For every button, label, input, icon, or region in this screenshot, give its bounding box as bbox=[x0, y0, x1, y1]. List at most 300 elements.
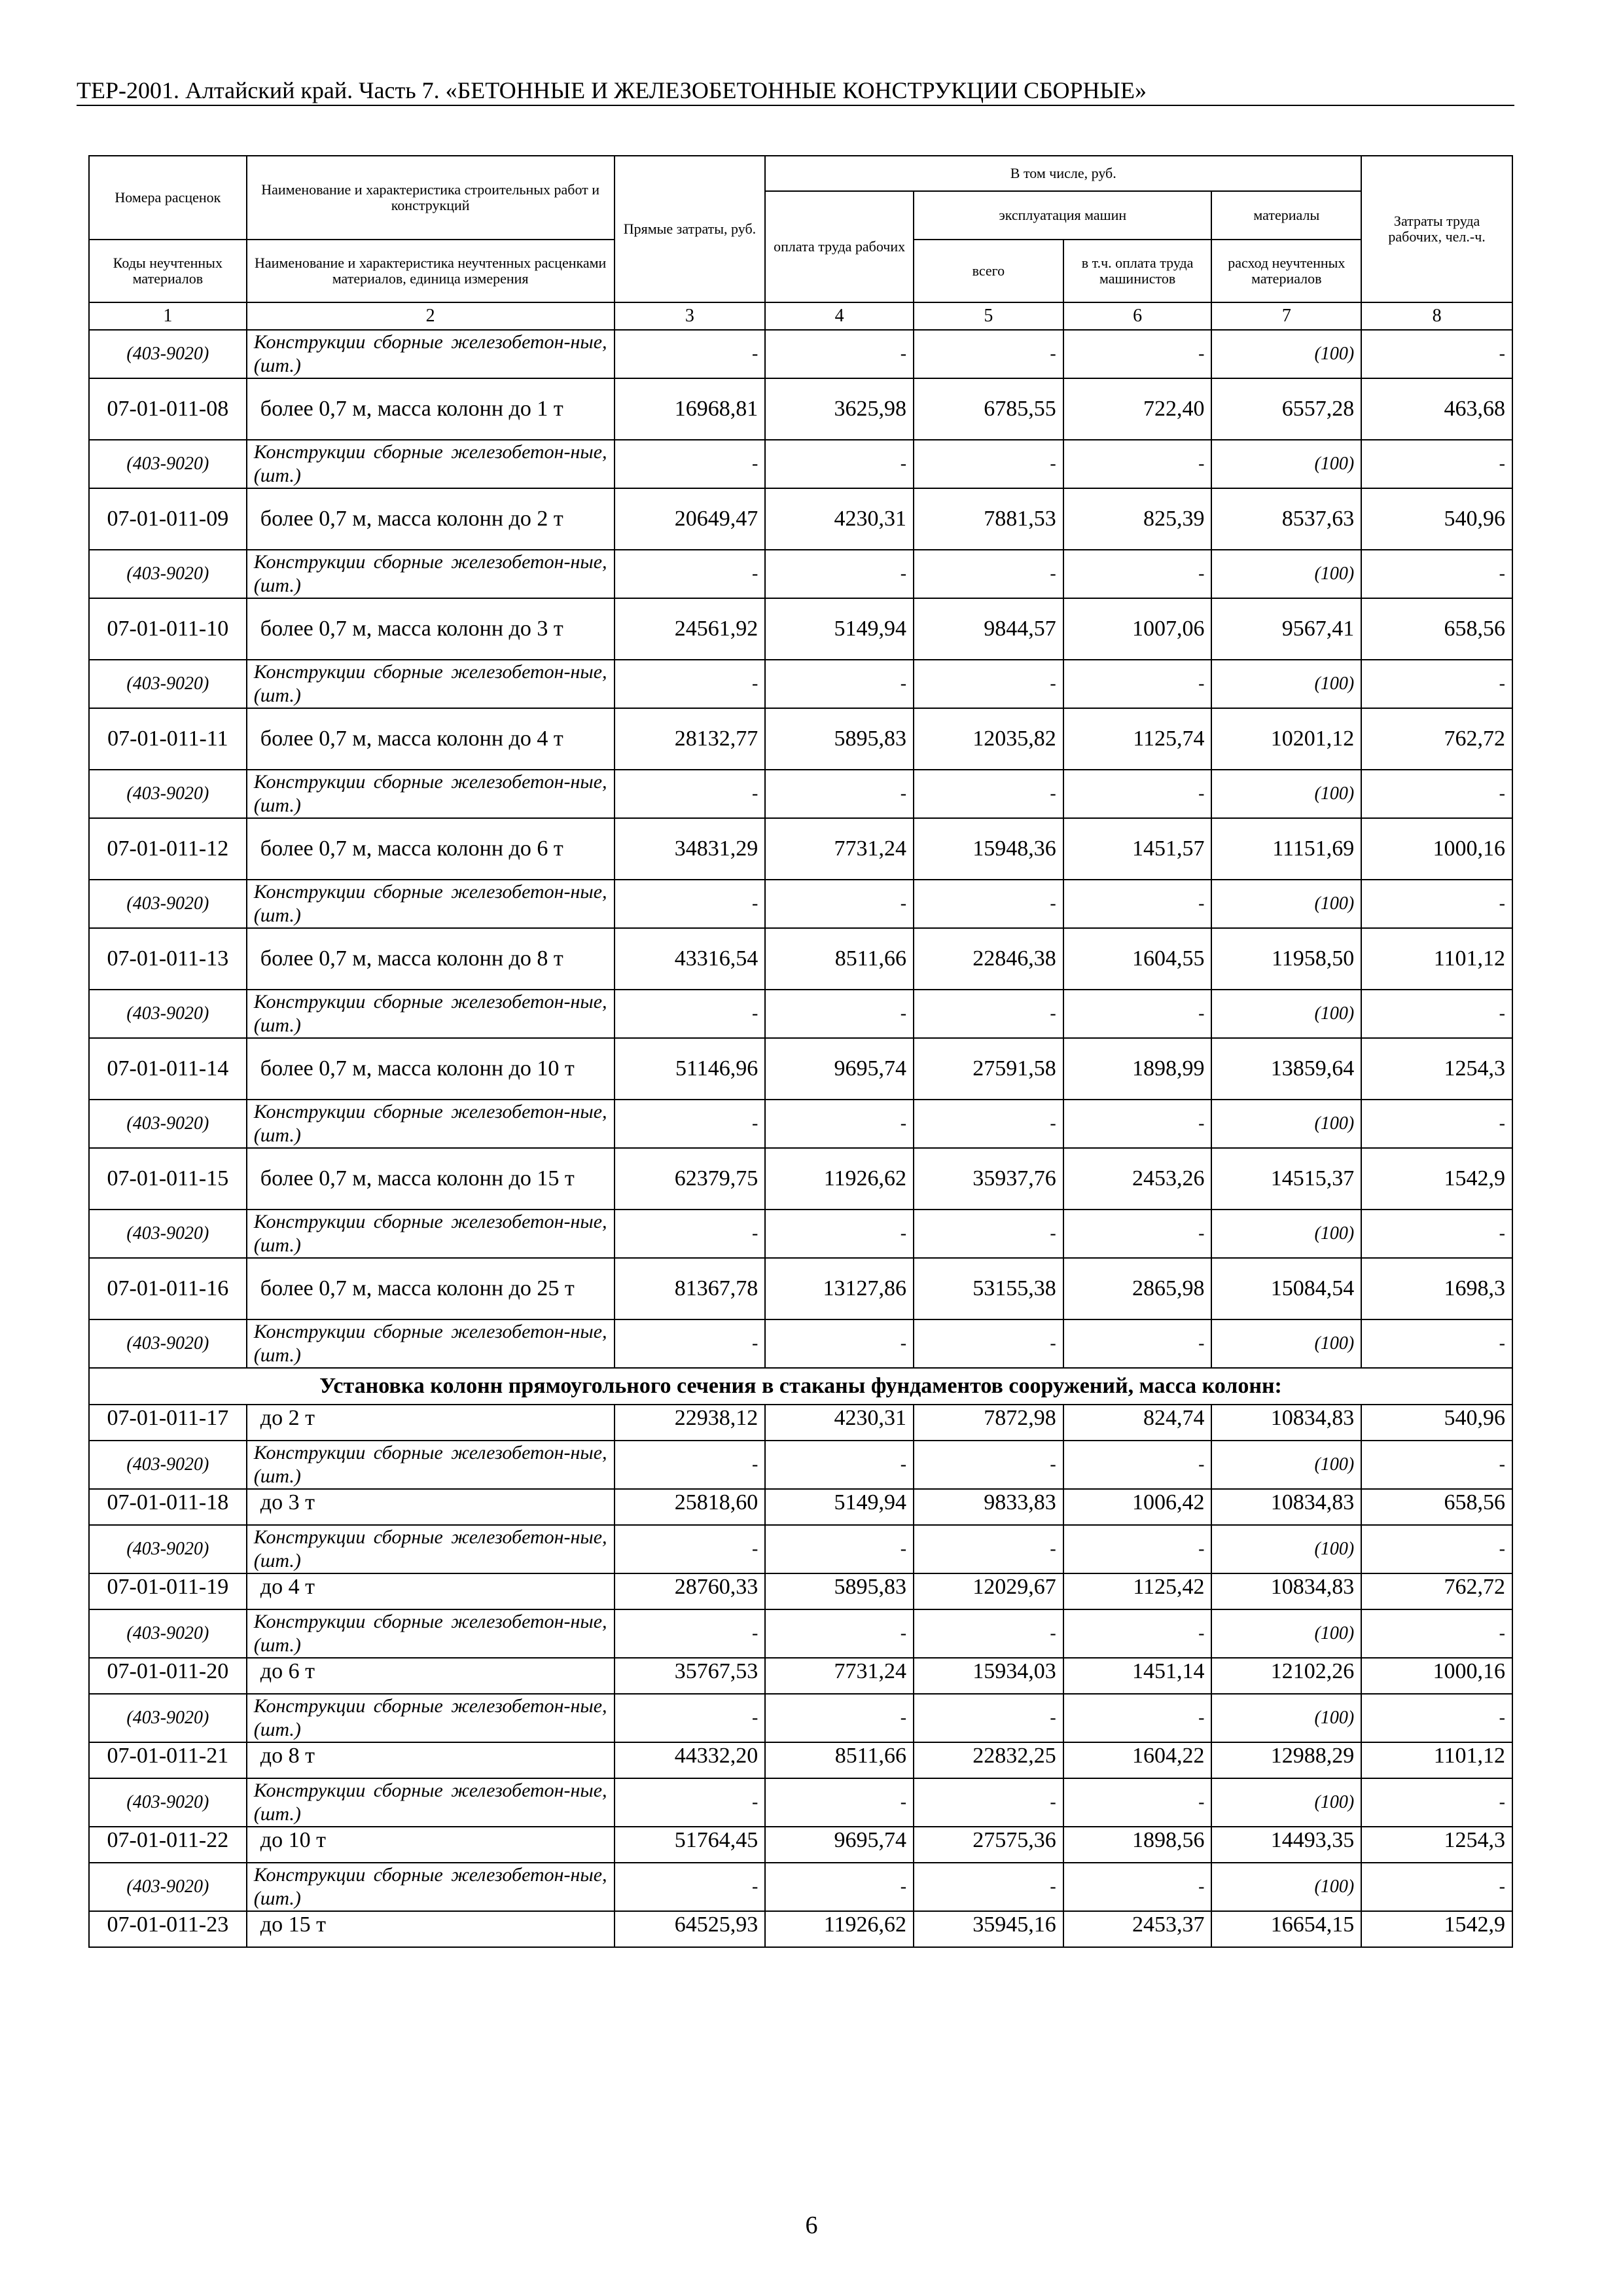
rate-name: более 0,7 м, масса колонн до 8 т bbox=[247, 928, 615, 990]
rate-code: 07-01-011-23 bbox=[89, 1911, 247, 1947]
header-col8: Затраты труда рабочих, чел.-ч. bbox=[1361, 156, 1512, 302]
operators-cost: 1125,74 bbox=[1063, 708, 1212, 770]
material-machines-dash: - bbox=[914, 1694, 1063, 1742]
operators-cost: 1898,99 bbox=[1063, 1038, 1212, 1100]
material-hours-dash: - bbox=[1361, 550, 1512, 598]
rate-name: до 6 т bbox=[247, 1658, 615, 1694]
rate-row bbox=[89, 1258, 1512, 1319]
section-title: Установка колонн прямоугольного сечения в стаканы фундаментов сооружений, масса колонн: bbox=[89, 1368, 1512, 1405]
material-name: Конструкции сборные железобетон-ные, (шт.) bbox=[247, 770, 615, 818]
rate-row bbox=[89, 1911, 1512, 1947]
rate-code: 07-01-011-16 bbox=[89, 1258, 247, 1319]
direct-cost: 28132,77 bbox=[615, 708, 766, 770]
material-operators-dash: - bbox=[1063, 550, 1212, 598]
material-code: (403-9020) bbox=[89, 770, 247, 818]
machines-cost: 15948,36 bbox=[914, 818, 1063, 880]
machines-cost: 35937,76 bbox=[914, 1148, 1063, 1210]
labor-cost: 5149,94 bbox=[765, 598, 914, 660]
material-machines-dash: - bbox=[914, 1319, 1063, 1368]
material-labor-dash: - bbox=[765, 1210, 914, 1258]
material-code: (403-9020) bbox=[89, 1778, 247, 1827]
material-name: Конструкции сборные железобетон-ные, (шт.) bbox=[247, 1210, 615, 1258]
materials-cost: 10834,83 bbox=[1211, 1573, 1361, 1609]
header-col6: в т.ч. оплата труда машинистов bbox=[1063, 240, 1212, 302]
material-operators-dash: - bbox=[1063, 1525, 1212, 1573]
materials-cost: 11151,69 bbox=[1211, 818, 1361, 880]
material-labor-dash: - bbox=[765, 1694, 914, 1742]
rate-code: 07-01-011-22 bbox=[89, 1827, 247, 1863]
materials-cost: 10834,83 bbox=[1211, 1405, 1361, 1441]
materials-cost: 12988,29 bbox=[1211, 1742, 1361, 1778]
labor-cost: 5149,94 bbox=[765, 1489, 914, 1525]
material-labor-dash: - bbox=[765, 1441, 914, 1489]
material-code: (403-9020) bbox=[89, 550, 247, 598]
material-direct-dash: - bbox=[615, 1863, 766, 1911]
labor-hours: 658,56 bbox=[1361, 1489, 1512, 1525]
material-labor-dash: - bbox=[765, 990, 914, 1038]
material-row bbox=[89, 1863, 1512, 1911]
material-machines-dash: - bbox=[914, 660, 1063, 708]
labor-hours: 762,72 bbox=[1361, 1573, 1512, 1609]
materials-cost: 11958,50 bbox=[1211, 928, 1361, 990]
labor-cost: 11926,62 bbox=[765, 1911, 914, 1947]
rate-name: более 0,7 м, масса колонн до 15 т bbox=[247, 1148, 615, 1210]
material-machines-dash: - bbox=[914, 1100, 1063, 1148]
material-direct-dash: - bbox=[615, 330, 766, 378]
material-hours-dash: - bbox=[1361, 660, 1512, 708]
rate-name: до 8 т bbox=[247, 1742, 615, 1778]
material-code: (403-9020) bbox=[89, 440, 247, 488]
materials-cost: 6557,28 bbox=[1211, 378, 1361, 440]
material-row bbox=[89, 770, 1512, 818]
material-row bbox=[89, 550, 1512, 598]
materials-cost: 9567,41 bbox=[1211, 598, 1361, 660]
materials-cost: 15084,54 bbox=[1211, 1258, 1361, 1319]
material-row bbox=[89, 1210, 1512, 1258]
material-code: (403-9020) bbox=[89, 1210, 247, 1258]
materials-cost: 14493,35 bbox=[1211, 1827, 1361, 1863]
operators-cost: 2453,37 bbox=[1063, 1911, 1212, 1947]
rate-row bbox=[89, 378, 1512, 440]
rate-name: более 0,7 м, масса колонн до 1 т bbox=[247, 378, 615, 440]
material-quantity: (100) bbox=[1211, 1694, 1361, 1742]
material-machines-dash: - bbox=[914, 330, 1063, 378]
material-direct-dash: - bbox=[615, 1609, 766, 1658]
rate-code: 07-01-011-21 bbox=[89, 1742, 247, 1778]
material-name: Конструкции сборные железобетон-ные, (шт.) bbox=[247, 990, 615, 1038]
materials-cost: 10201,12 bbox=[1211, 708, 1361, 770]
material-machines-dash: - bbox=[914, 1609, 1063, 1658]
material-labor-dash: - bbox=[765, 1609, 914, 1658]
material-row bbox=[89, 880, 1512, 928]
operators-cost: 2865,98 bbox=[1063, 1258, 1212, 1319]
column-number: 4 bbox=[765, 302, 914, 330]
material-hours-dash: - bbox=[1361, 330, 1512, 378]
material-labor-dash: - bbox=[765, 1863, 914, 1911]
column-number: 3 bbox=[615, 302, 766, 330]
header-rule bbox=[77, 105, 1514, 106]
material-quantity: (100) bbox=[1211, 770, 1361, 818]
labor-hours: 1254,3 bbox=[1361, 1827, 1512, 1863]
column-number: 1 bbox=[89, 302, 247, 330]
material-code: (403-9020) bbox=[89, 990, 247, 1038]
direct-cost: 62379,75 bbox=[615, 1148, 766, 1210]
labor-cost: 5895,83 bbox=[765, 708, 914, 770]
rate-row bbox=[89, 1573, 1512, 1609]
direct-cost: 44332,20 bbox=[615, 1742, 766, 1778]
material-operators-dash: - bbox=[1063, 1609, 1212, 1658]
rate-code: 07-01-011-10 bbox=[89, 598, 247, 660]
material-operators-dash: - bbox=[1063, 440, 1212, 488]
material-code: (403-9020) bbox=[89, 880, 247, 928]
material-quantity: (100) bbox=[1211, 1863, 1361, 1911]
rate-code: 07-01-011-14 bbox=[89, 1038, 247, 1100]
material-machines-dash: - bbox=[914, 1525, 1063, 1573]
direct-cost: 16968,81 bbox=[615, 378, 766, 440]
machines-cost: 15934,03 bbox=[914, 1658, 1063, 1694]
material-hours-dash: - bbox=[1361, 1863, 1512, 1911]
material-name: Конструкции сборные железобетон-ные, (шт.) bbox=[247, 660, 615, 708]
material-code: (403-9020) bbox=[89, 1441, 247, 1489]
material-direct-dash: - bbox=[615, 1778, 766, 1827]
material-operators-dash: - bbox=[1063, 1778, 1212, 1827]
material-row bbox=[89, 1694, 1512, 1742]
rate-code: 07-01-011-15 bbox=[89, 1148, 247, 1210]
material-name: Конструкции сборные железобетон-ные, (шт.) bbox=[247, 440, 615, 488]
column-number-row bbox=[89, 302, 1512, 330]
rates-table-body bbox=[89, 156, 1512, 1947]
material-direct-dash: - bbox=[615, 1441, 766, 1489]
material-quantity: (100) bbox=[1211, 550, 1361, 598]
material-hours-dash: - bbox=[1361, 1441, 1512, 1489]
rate-name: более 0,7 м, масса колонн до 2 т bbox=[247, 488, 615, 550]
material-name: Конструкции сборные железобетон-ные, (шт.) bbox=[247, 1778, 615, 1827]
rate-row bbox=[89, 1489, 1512, 1525]
material-labor-dash: - bbox=[765, 880, 914, 928]
rate-name: до 2 т bbox=[247, 1405, 615, 1441]
page-header: ТЕР-2001. Алтайский край. Часть 7. «БЕТОННЫЕ И ЖЕЛЕЗОБЕТОННЫЕ КОНСТРУКЦИИ СБОРНЫЕ» bbox=[77, 77, 1147, 103]
operators-cost: 1125,42 bbox=[1063, 1573, 1212, 1609]
materials-cost: 14515,37 bbox=[1211, 1148, 1361, 1210]
material-hours-dash: - bbox=[1361, 1210, 1512, 1258]
material-name: Конструкции сборные железобетон-ные, (шт.) bbox=[247, 1100, 615, 1148]
material-operators-dash: - bbox=[1063, 880, 1212, 928]
header-materials: материалы bbox=[1211, 191, 1361, 240]
rate-name: более 0,7 м, масса колонн до 4 т bbox=[247, 708, 615, 770]
material-code: (403-9020) bbox=[89, 1694, 247, 1742]
material-code: (403-9020) bbox=[89, 1609, 247, 1658]
operators-cost: 1451,14 bbox=[1063, 1658, 1212, 1694]
materials-cost: 10834,83 bbox=[1211, 1489, 1361, 1525]
material-row bbox=[89, 1441, 1512, 1489]
rate-row bbox=[89, 818, 1512, 880]
direct-cost: 20649,47 bbox=[615, 488, 766, 550]
material-quantity: (100) bbox=[1211, 660, 1361, 708]
rate-code: 07-01-011-19 bbox=[89, 1573, 247, 1609]
rate-row bbox=[89, 1148, 1512, 1210]
material-row bbox=[89, 1319, 1512, 1368]
material-quantity: (100) bbox=[1211, 1778, 1361, 1827]
direct-cost: 51146,96 bbox=[615, 1038, 766, 1100]
rate-row bbox=[89, 598, 1512, 660]
rate-code: 07-01-011-11 bbox=[89, 708, 247, 770]
material-quantity: (100) bbox=[1211, 880, 1361, 928]
header-col1-top: Номера расценок bbox=[89, 156, 247, 240]
labor-hours: 1254,3 bbox=[1361, 1038, 1512, 1100]
column-number: 2 bbox=[247, 302, 615, 330]
operators-cost: 824,74 bbox=[1063, 1405, 1212, 1441]
material-code: (403-9020) bbox=[89, 660, 247, 708]
material-row bbox=[89, 1100, 1512, 1148]
direct-cost: 24561,92 bbox=[615, 598, 766, 660]
material-name: Конструкции сборные железобетон-ные, (шт.) bbox=[247, 1863, 615, 1911]
machines-cost: 35945,16 bbox=[914, 1911, 1063, 1947]
labor-hours: 1542,9 bbox=[1361, 1911, 1512, 1947]
material-row bbox=[89, 660, 1512, 708]
material-labor-dash: - bbox=[765, 440, 914, 488]
header-col2-top: Наименование и характеристика строительных работ и конструкций bbox=[247, 156, 615, 240]
materials-cost: 16654,15 bbox=[1211, 1911, 1361, 1947]
material-labor-dash: - bbox=[765, 660, 914, 708]
material-hours-dash: - bbox=[1361, 1525, 1512, 1573]
rate-code: 07-01-011-12 bbox=[89, 818, 247, 880]
labor-cost: 5895,83 bbox=[765, 1573, 914, 1609]
labor-hours: 1101,12 bbox=[1361, 928, 1512, 990]
header-col3: Прямые затраты, руб. bbox=[615, 156, 766, 302]
rate-code: 07-01-011-09 bbox=[89, 488, 247, 550]
operators-cost: 825,39 bbox=[1063, 488, 1212, 550]
header-machines: эксплуатация машин bbox=[914, 191, 1211, 240]
material-operators-dash: - bbox=[1063, 990, 1212, 1038]
rate-code: 07-01-011-20 bbox=[89, 1658, 247, 1694]
machines-cost: 53155,38 bbox=[914, 1258, 1063, 1319]
header-col7: расход неучтенных материалов bbox=[1211, 240, 1361, 302]
operators-cost: 1898,56 bbox=[1063, 1827, 1212, 1863]
operators-cost: 1007,06 bbox=[1063, 598, 1212, 660]
rate-row bbox=[89, 708, 1512, 770]
material-machines-dash: - bbox=[914, 440, 1063, 488]
operators-cost: 2453,26 bbox=[1063, 1148, 1212, 1210]
material-hours-dash: - bbox=[1361, 990, 1512, 1038]
material-direct-dash: - bbox=[615, 1694, 766, 1742]
material-machines-dash: - bbox=[914, 550, 1063, 598]
labor-cost: 7731,24 bbox=[765, 818, 914, 880]
material-direct-dash: - bbox=[615, 880, 766, 928]
machines-cost: 12035,82 bbox=[914, 708, 1063, 770]
labor-hours: 762,72 bbox=[1361, 708, 1512, 770]
material-labor-dash: - bbox=[765, 770, 914, 818]
labor-hours: 540,96 bbox=[1361, 488, 1512, 550]
rate-name: более 0,7 м, масса колонн до 25 т bbox=[247, 1258, 615, 1319]
labor-hours: 1542,9 bbox=[1361, 1148, 1512, 1210]
material-hours-dash: - bbox=[1361, 1778, 1512, 1827]
materials-cost: 12102,26 bbox=[1211, 1658, 1361, 1694]
labor-cost: 9695,74 bbox=[765, 1038, 914, 1100]
machines-cost: 27575,36 bbox=[914, 1827, 1063, 1863]
rate-name: более 0,7 м, масса колонн до 6 т bbox=[247, 818, 615, 880]
header-col5: всего bbox=[914, 240, 1063, 302]
column-number: 8 bbox=[1361, 302, 1512, 330]
rate-code: 07-01-011-18 bbox=[89, 1489, 247, 1525]
labor-cost: 9695,74 bbox=[765, 1827, 914, 1863]
material-operators-dash: - bbox=[1063, 330, 1212, 378]
material-hours-dash: - bbox=[1361, 1319, 1512, 1368]
labor-hours: 658,56 bbox=[1361, 598, 1512, 660]
material-hours-dash: - bbox=[1361, 880, 1512, 928]
labor-cost: 4230,31 bbox=[765, 1405, 914, 1441]
labor-cost: 8511,66 bbox=[765, 1742, 914, 1778]
machines-cost: 22846,38 bbox=[914, 928, 1063, 990]
column-number: 6 bbox=[1063, 302, 1212, 330]
material-labor-dash: - bbox=[765, 330, 914, 378]
material-name: Конструкции сборные железобетон-ные, (шт.) bbox=[247, 1525, 615, 1573]
rate-name: более 0,7 м, масса колонн до 10 т bbox=[247, 1038, 615, 1100]
material-name: Конструкции сборные железобетон-ные, (шт.) bbox=[247, 1609, 615, 1658]
page-number: 6 bbox=[805, 2212, 818, 2239]
labor-hours: 1000,16 bbox=[1361, 1658, 1512, 1694]
material-hours-dash: - bbox=[1361, 1100, 1512, 1148]
direct-cost: 28760,33 bbox=[615, 1573, 766, 1609]
material-operators-dash: - bbox=[1063, 1441, 1212, 1489]
material-labor-dash: - bbox=[765, 1778, 914, 1827]
operators-cost: 1451,57 bbox=[1063, 818, 1212, 880]
rate-row bbox=[89, 1405, 1512, 1441]
operators-cost: 1604,22 bbox=[1063, 1742, 1212, 1778]
material-quantity: (100) bbox=[1211, 1319, 1361, 1368]
labor-cost: 8511,66 bbox=[765, 928, 914, 990]
material-direct-dash: - bbox=[615, 1210, 766, 1258]
material-name: Конструкции сборные железобетон-ные, (шт.) bbox=[247, 1441, 615, 1489]
material-machines-dash: - bbox=[914, 1863, 1063, 1911]
material-operators-dash: - bbox=[1063, 770, 1212, 818]
material-direct-dash: - bbox=[615, 1100, 766, 1148]
rate-row bbox=[89, 1658, 1512, 1694]
material-name: Конструкции сборные железобетон-ные, (шт.) bbox=[247, 330, 615, 378]
labor-hours: 1000,16 bbox=[1361, 818, 1512, 880]
direct-cost: 34831,29 bbox=[615, 818, 766, 880]
material-direct-dash: - bbox=[615, 440, 766, 488]
material-row bbox=[89, 330, 1512, 378]
direct-cost: 64525,93 bbox=[615, 1911, 766, 1947]
machines-cost: 12029,67 bbox=[914, 1573, 1063, 1609]
labor-hours: 463,68 bbox=[1361, 378, 1512, 440]
rate-row bbox=[89, 1742, 1512, 1778]
labor-cost: 3625,98 bbox=[765, 378, 914, 440]
rate-name: до 4 т bbox=[247, 1573, 615, 1609]
direct-cost: 35767,53 bbox=[615, 1658, 766, 1694]
materials-cost: 8537,63 bbox=[1211, 488, 1361, 550]
rate-name: более 0,7 м, масса колонн до 3 т bbox=[247, 598, 615, 660]
rate-row bbox=[89, 488, 1512, 550]
material-row bbox=[89, 990, 1512, 1038]
material-direct-dash: - bbox=[615, 1319, 766, 1368]
material-row bbox=[89, 1609, 1512, 1658]
material-direct-dash: - bbox=[615, 770, 766, 818]
material-operators-dash: - bbox=[1063, 1694, 1212, 1742]
material-name: Конструкции сборные железобетон-ные, (шт.) bbox=[247, 1319, 615, 1368]
rate-row bbox=[89, 1038, 1512, 1100]
material-machines-dash: - bbox=[914, 1210, 1063, 1258]
material-row bbox=[89, 440, 1512, 488]
material-operators-dash: - bbox=[1063, 1100, 1212, 1148]
operators-cost: 1604,55 bbox=[1063, 928, 1212, 990]
material-quantity: (100) bbox=[1211, 330, 1361, 378]
machines-cost: 7881,53 bbox=[914, 488, 1063, 550]
material-row bbox=[89, 1778, 1512, 1827]
material-machines-dash: - bbox=[914, 880, 1063, 928]
material-quantity: (100) bbox=[1211, 1525, 1361, 1573]
material-name: Конструкции сборные железобетон-ные, (шт.) bbox=[247, 880, 615, 928]
rates-table bbox=[88, 155, 1513, 1948]
direct-cost: 25818,60 bbox=[615, 1489, 766, 1525]
material-hours-dash: - bbox=[1361, 440, 1512, 488]
material-labor-dash: - bbox=[765, 1525, 914, 1573]
material-labor-dash: - bbox=[765, 1319, 914, 1368]
material-code: (403-9020) bbox=[89, 1319, 247, 1368]
material-quantity: (100) bbox=[1211, 1100, 1361, 1148]
material-operators-dash: - bbox=[1063, 660, 1212, 708]
material-machines-dash: - bbox=[914, 1778, 1063, 1827]
material-operators-dash: - bbox=[1063, 1863, 1212, 1911]
operators-cost: 1006,42 bbox=[1063, 1489, 1212, 1525]
column-number: 5 bbox=[914, 302, 1063, 330]
rate-code: 07-01-011-13 bbox=[89, 928, 247, 990]
material-labor-dash: - bbox=[765, 1100, 914, 1148]
material-labor-dash: - bbox=[765, 550, 914, 598]
labor-hours: 540,96 bbox=[1361, 1405, 1512, 1441]
material-quantity: (100) bbox=[1211, 1441, 1361, 1489]
machines-cost: 22832,25 bbox=[914, 1742, 1063, 1778]
material-code: (403-9020) bbox=[89, 1100, 247, 1148]
rate-code: 07-01-011-08 bbox=[89, 378, 247, 440]
material-machines-dash: - bbox=[914, 1441, 1063, 1489]
labor-hours: 1101,12 bbox=[1361, 1742, 1512, 1778]
material-hours-dash: - bbox=[1361, 1694, 1512, 1742]
material-code: (403-9020) bbox=[89, 1863, 247, 1911]
machines-cost: 27591,58 bbox=[914, 1038, 1063, 1100]
material-operators-dash: - bbox=[1063, 1210, 1212, 1258]
material-row bbox=[89, 1525, 1512, 1573]
material-direct-dash: - bbox=[615, 990, 766, 1038]
section-row bbox=[89, 1368, 1512, 1405]
material-direct-dash: - bbox=[615, 660, 766, 708]
labor-cost: 11926,62 bbox=[765, 1148, 914, 1210]
material-code: (403-9020) bbox=[89, 1525, 247, 1573]
material-quantity: (100) bbox=[1211, 1210, 1361, 1258]
material-name: Конструкции сборные железобетон-ные, (шт.) bbox=[247, 1694, 615, 1742]
labor-cost: 7731,24 bbox=[765, 1658, 914, 1694]
machines-cost: 6785,55 bbox=[914, 378, 1063, 440]
material-quantity: (100) bbox=[1211, 990, 1361, 1038]
header-col1-bottom: Коды неучтенных материалов bbox=[89, 240, 247, 302]
labor-hours: 1698,3 bbox=[1361, 1258, 1512, 1319]
labor-cost: 4230,31 bbox=[765, 488, 914, 550]
material-code: (403-9020) bbox=[89, 330, 247, 378]
header-col4: оплата труда рабочих bbox=[765, 191, 914, 302]
material-hours-dash: - bbox=[1361, 1609, 1512, 1658]
rate-row bbox=[89, 928, 1512, 990]
labor-cost: 13127,86 bbox=[765, 1258, 914, 1319]
material-direct-dash: - bbox=[615, 1525, 766, 1573]
machines-cost: 9844,57 bbox=[914, 598, 1063, 660]
operators-cost: 722,40 bbox=[1063, 378, 1212, 440]
material-name: Конструкции сборные железобетон-ные, (шт.) bbox=[247, 550, 615, 598]
material-hours-dash: - bbox=[1361, 770, 1512, 818]
materials-cost: 13859,64 bbox=[1211, 1038, 1361, 1100]
material-quantity: (100) bbox=[1211, 1609, 1361, 1658]
direct-cost: 51764,45 bbox=[615, 1827, 766, 1863]
rate-name: до 15 т bbox=[247, 1911, 615, 1947]
